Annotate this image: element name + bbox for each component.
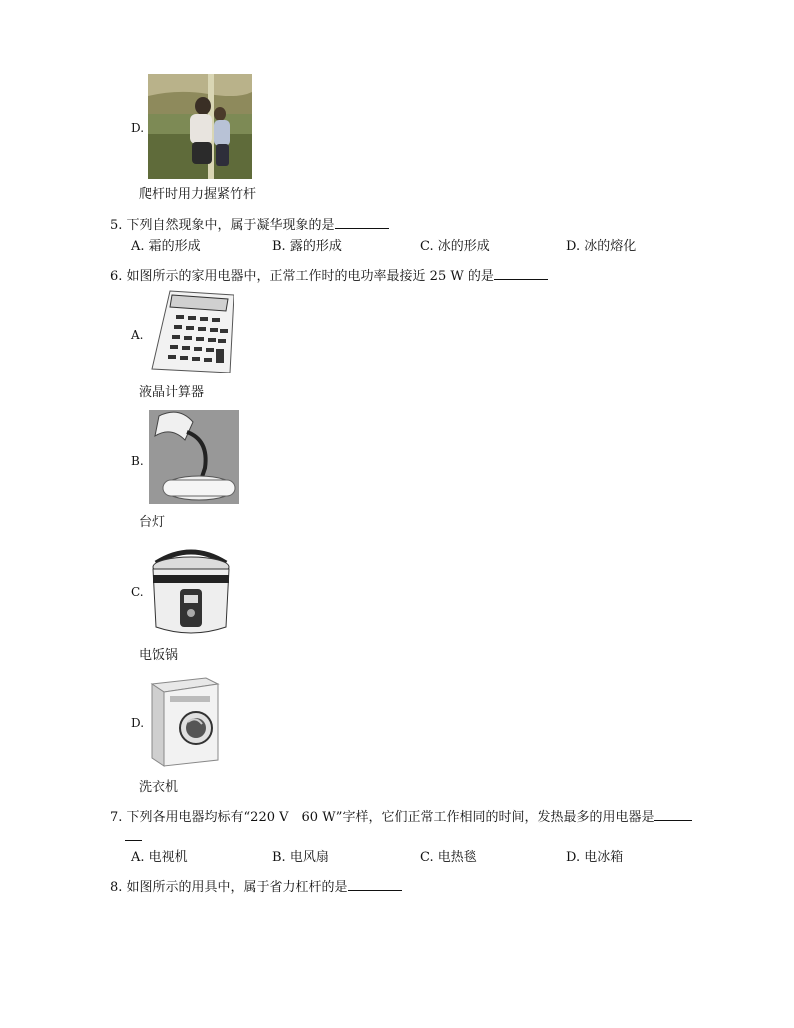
pole-climbing-photo [148, 74, 252, 179]
q6-option-c-letter: C. [131, 585, 144, 599]
q6-option-a-letter: A. [131, 328, 144, 342]
calculator-picture [150, 289, 234, 373]
q7-stem-text: 7. 下列各用电器均标有“220 V 60 W”字样，它们正常工作相同的时间，发热最多的用电器是 [110, 810, 655, 825]
q8-stem-text: 8. 如图所示的用具中，属于省力杠杆的是 [110, 880, 348, 895]
q4-option-d-letter: D. [131, 121, 145, 135]
q5-option-d: D. 冰的熔化 [566, 239, 637, 254]
q6-option-b-letter: B. [131, 454, 144, 468]
q5-stem [110, 216, 389, 234]
washing-machine-picture [148, 674, 220, 770]
q8-answer-blank [348, 878, 402, 891]
q5-answer-blank [335, 216, 389, 229]
q7-option-d: D. 电冰箱 [566, 850, 624, 865]
q7-stem [110, 808, 692, 826]
q6-option-d-letter: D. [131, 716, 145, 730]
q6-option-a-caption: 液晶计算器 [139, 385, 205, 400]
q6-option-b-caption: 台灯 [139, 515, 166, 530]
q5-option-a: A. 霜的形成 [131, 239, 201, 254]
q5-option-c: C. 冰的形成 [420, 239, 490, 254]
q7-option-c: C. 电热毯 [420, 850, 477, 865]
q6-stem [110, 267, 548, 285]
q7-answer-blank-continued [125, 828, 142, 841]
q6-option-c-caption: 电饭锅 [139, 648, 179, 663]
desk-lamp-picture [149, 410, 239, 504]
q7-answer-blank [654, 808, 692, 821]
q4-option-d-caption: 爬杆时用力握紧竹杆 [139, 187, 257, 202]
q5-stem-text: 5. 下列自然现象中，属于凝华现象的是 [110, 218, 335, 233]
q5-option-b: B. 露的形成 [272, 239, 342, 254]
q7-option-b: B. 电风扇 [272, 850, 329, 865]
q7-option-a: A. 电视机 [131, 850, 188, 865]
q6-stem-text: 6. 如图所示的家用电器中，正常工作时的电功率最接近 25 W 的是 [110, 269, 494, 284]
rice-cooker-picture [148, 541, 234, 638]
q8-stem [110, 878, 402, 896]
q6-option-d-caption: 洗衣机 [139, 780, 179, 795]
q6-answer-blank [494, 267, 548, 280]
